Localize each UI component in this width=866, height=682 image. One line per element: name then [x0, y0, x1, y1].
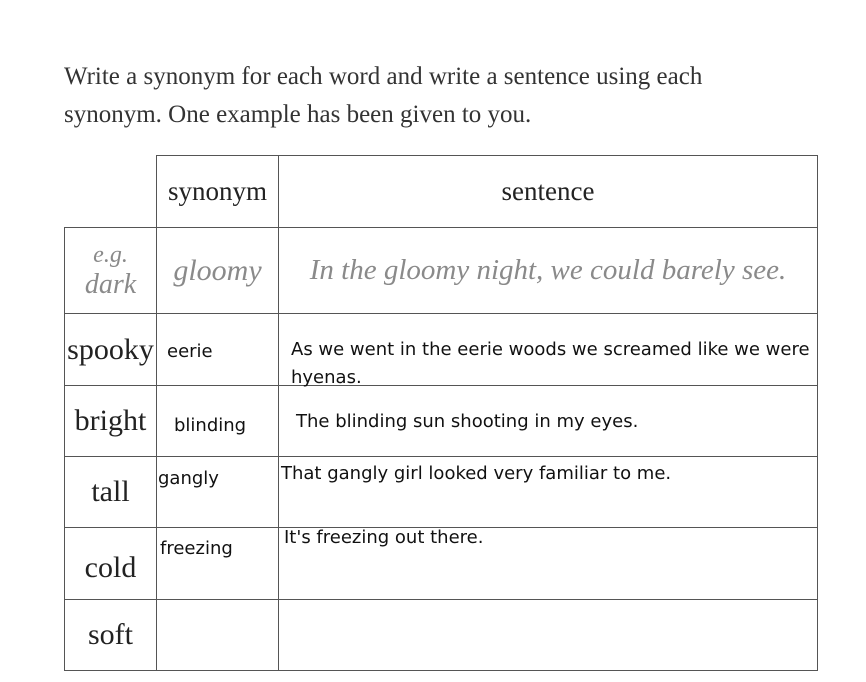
sentence-answer[interactable]: The blinding sun shooting in my eyes.: [296, 411, 639, 432]
example-word: dark: [84, 268, 137, 300]
word-cell: bright: [74, 404, 147, 437]
word-cell: soft: [88, 618, 133, 651]
synonym-answer[interactable]: freezing: [160, 538, 233, 559]
instructions-line-2: synonym. One example has been given to you.: [64, 101, 532, 128]
table-divider: [64, 599, 818, 600]
example-word-cell: [65, 228, 156, 313]
header-synonym: synonym: [167, 176, 267, 206]
table-border-right: [817, 155, 818, 671]
table-divider: [64, 456, 818, 457]
sentence-answer[interactable]: That gangly girl looked very familiar to me.: [281, 463, 672, 484]
example-synonym: gloomy: [173, 253, 262, 287]
sentence-answer[interactable]: As we went in the eerie woods we screamed like we were hyenas.: [291, 339, 810, 388]
word-cell: tall: [91, 475, 130, 508]
synonym-answer[interactable]: blinding: [174, 415, 247, 436]
word-cell: cold: [84, 550, 137, 584]
example-sentence: In the gloomy night, we could barely see.: [309, 254, 787, 286]
header-sentence: sentence: [501, 176, 595, 206]
synonym-answer[interactable]: eerie: [167, 341, 213, 362]
instructions-line-1: Write a synonym for each word and write a sentence using each: [64, 63, 703, 90]
example-prefix: e.g.: [93, 241, 128, 268]
sentence-answer[interactable]: It's freezing out there.: [284, 527, 484, 548]
table-border-bottom: [64, 670, 818, 671]
word-cell: spooky: [67, 332, 154, 366]
table-divider: [64, 313, 818, 314]
synonym-answer[interactable]: gangly: [158, 468, 219, 489]
